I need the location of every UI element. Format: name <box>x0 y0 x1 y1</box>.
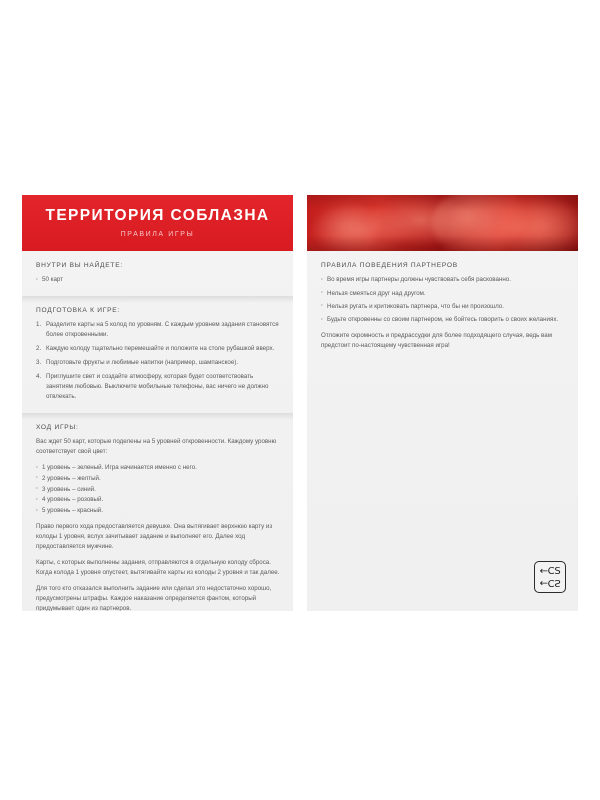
section-heading: ПОДГОТОВКА К ИГРЕ: <box>36 307 120 315</box>
brand-logo-line-top: ←CS <box>539 565 561 577</box>
section-heading: ВНУТРИ ВЫ НАЙДЕТЕ: <box>36 262 123 269</box>
levels-list <box>36 463 280 516</box>
left-card-body <box>22 251 293 611</box>
left-card-header <box>22 195 293 251</box>
section-heading: ХОД ИГРЫ: <box>36 423 79 431</box>
page-subtitle: ПРАВИЛА ИГРЫ <box>120 230 195 238</box>
brand-logo <box>534 561 566 593</box>
couple-photo-banner <box>307 195 578 251</box>
section-inside-you-will-find <box>22 251 293 296</box>
section-gameplay <box>22 413 293 611</box>
list-item: · Во время игры партнеры должны чувствовать себя раскованно. <box>321 275 565 285</box>
photo-vignette <box>307 195 578 251</box>
list-item: · Будьте откровенны со своим партнером, не бойтесь говорить о своих желаниях. <box>321 315 565 325</box>
list-item: · 5 уровень – красный. <box>36 506 280 516</box>
gameplay-paragraph: Для того кто отказался выполнить задание или сделал это недостаточно хорошо, предусмотрены штрафы. Каждое наказание определяется фантом, который придумывает один из партнеров. <box>36 585 272 611</box>
list-item: · 50 карт <box>36 275 280 285</box>
list-item: Каждую колоду тщательно перемешайте и положите на столе рубашкой вверх. <box>46 345 275 353</box>
list-item: · 1 уровень – зеленый. Игра начинается именно с него. <box>36 463 280 473</box>
list-item: Приглушите свет и создайте атмосферу, которая будет соответствовать занятиям любовью. Выключите мобильные телефоны, вас ничего не должно отвлекать. <box>46 372 269 400</box>
list-item: Подготовьте фрукты и любимые напитки (например, шампанское). <box>46 359 239 367</box>
list-item: · 4 уровень – розовый. <box>36 495 280 505</box>
list-item: · 3 уровень – синий. <box>36 485 280 495</box>
list-item: · Нельзя ругать и критиковать партнера, что бы ни произошло. <box>321 302 565 312</box>
conduct-closing-paragraph: Отложите скромность и предрассудки для более подходящего случая, ведь вам предстоит по-настоящему чувственная игра! <box>321 331 552 349</box>
list-item: · 2 уровень – желтый. <box>36 474 280 484</box>
gameplay-intro: Вас ждет 50 карт, которые поделены на 5 уровней откровенности. Каждому уровню соответствует свой цвет: <box>36 438 277 456</box>
gameplay-paragraph: Право первого хода предоставляется девушке. Она вытягивает верхнюю карту из колоды 1 уровня, вслух зачитывает задание и выполняет его. Далее ход предоставляется мужчине. <box>36 523 273 551</box>
section-partner-conduct-rules <box>307 251 578 362</box>
right-card-body <box>307 251 578 611</box>
preparation-steps-list <box>36 320 280 401</box>
list-item: · Нельзя смеяться друг над другом. <box>321 289 565 299</box>
rules-spread <box>22 195 578 611</box>
left-rules-card <box>22 195 293 611</box>
page-title: ТЕРРИТОРИЯ СОБЛАЗНА <box>45 207 270 225</box>
gameplay-paragraph: Карты, с которых выполнены задания, отправляются в отдельную колоду сброса. Когда колода 1 уровня опустеет, вытягивайте карты из колоды 2 уровня и так далее. <box>36 559 280 577</box>
section-heading: ПРАВИЛА ПОВЕДЕНИЯ ПАРТНЕРОВ <box>321 262 458 269</box>
section-preparation <box>22 296 293 413</box>
right-rules-card <box>307 195 578 611</box>
brand-logo-line-bottom: ←CS <box>539 577 561 589</box>
list-item: Разделите карты на 5 колод по уровням. С каждым уровнем задания становятся более откровенными. <box>46 321 279 339</box>
conduct-rules-list <box>321 275 565 325</box>
contents-list <box>36 275 280 285</box>
